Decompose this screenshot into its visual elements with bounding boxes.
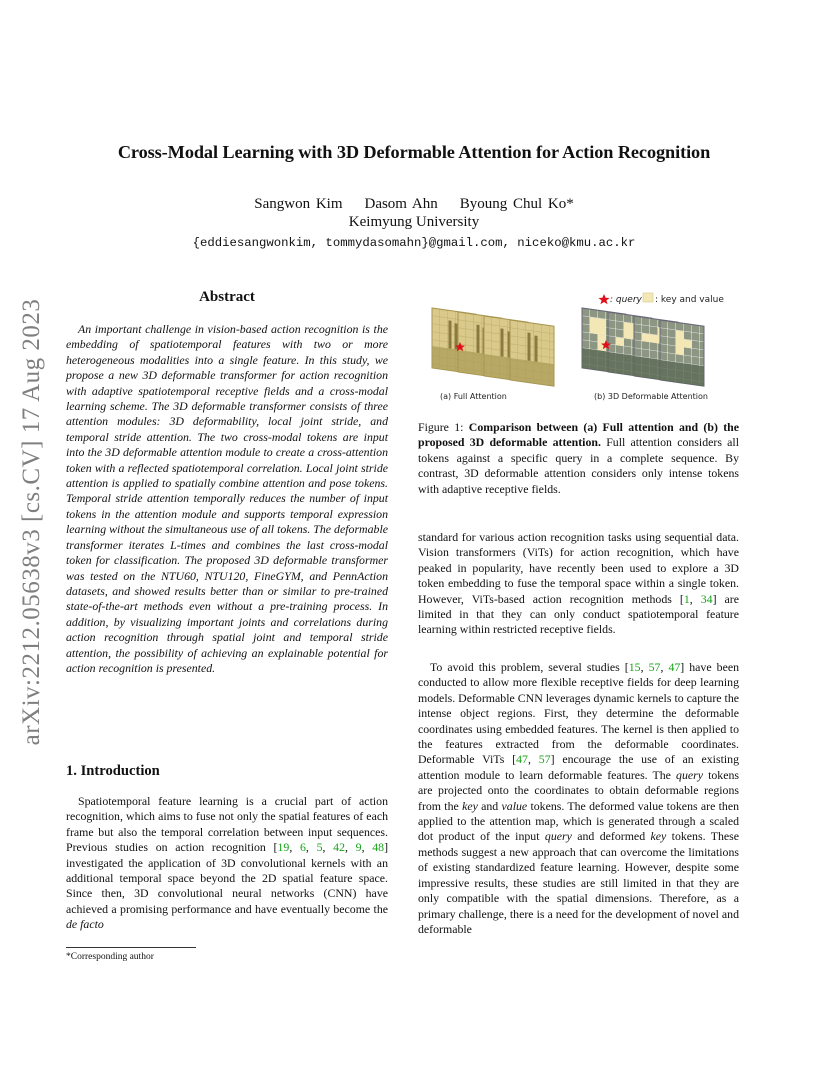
text-run: ] have been conducted to allow more flexible receptive fields for deep learning models. Deformable CNN leverages dynamic kernels to capture the intense object regions. First, they determine the deformable coordinates using embedded features. The kernel is then applied to the features extracted from the deformable coordinates. Deformable ViTs [ <box>418 660 739 767</box>
author-emails: {eddiesangwonkim, tommydasomahn}@gmail.com, niceko@kmu.ac.kr <box>192 236 636 250</box>
citation-link[interactable]: 15 <box>628 660 641 674</box>
text-run: tokens. The deformed value tokens are then applied to the attention map, which is generated through a scaled dot product of the input <box>418 798 740 844</box>
emphasis: query <box>676 767 703 782</box>
footnote-rule <box>66 947 196 948</box>
text-run: standard for various action recognition tasks using sequential data. Vision transformers (ViTs) for action recognition, which have peaked in popularity, have recently been used to explore a 3D token embedding to fuse the temporal space within a single token. However, ViTs-based action recognition methods [ <box>418 530 739 606</box>
caption-prefix: Figure 1: <box>418 420 469 434</box>
citation-link[interactable]: 42 <box>333 840 345 855</box>
author-name: Dasom Ahn <box>364 196 438 212</box>
text-run: tokens are projected onto the coordinates to obtain deformable regions from the <box>418 767 739 813</box>
citation-link[interactable]: 34 <box>700 591 713 606</box>
citation-link[interactable]: 57 <box>648 660 661 674</box>
citation-link[interactable]: 48 <box>372 840 385 855</box>
citation-link[interactable]: 1 <box>683 591 690 606</box>
emphasis: key <box>650 829 667 844</box>
caption-text: Full attention considers all tokens against a specific query in a complete sequence. By contrast, 3D deformable attention considers only intense tokens with adaptive receptive fields. <box>418 435 739 496</box>
citation-link[interactable]: 6 <box>299 840 306 855</box>
author-name: Byoung Chul Ko* <box>459 196 574 212</box>
emphasis: value <box>501 798 528 813</box>
text-run: To avoid this problem, several studies [ <box>430 660 629 674</box>
emphasis: de facto <box>66 917 104 932</box>
figure-1-caption <box>418 420 739 497</box>
paper-title: Cross-Modal Learning with 3D Deformable Attention for Action Recognition <box>117 142 711 162</box>
key-value-token-icon <box>643 293 653 302</box>
text-run: and deformed <box>571 829 651 844</box>
figure-1 <box>418 290 739 402</box>
text-run: tokens. These methods suggest a new approach that can overcome the limitations of existing standardized feature learning. However, despite some impressive results, these studies are still limited in that they are only compatible with the spatial dimensions. Therefore, as a primary challenge, there is a need for the development of novel and deformable <box>418 829 739 936</box>
citation-link[interactable]: 5 <box>316 840 323 855</box>
caption-bold: Comparison between (a) Full attention and (b) the proposed 3D deformable attention. <box>418 420 740 450</box>
right-paragraph-1: standard for various action recognition tasks using sequential data. Vision transformers (ViTs) for action recognition, which have peaked in popularity, have recently been used to explore a 3D token embedding to fuse the temporal space within a single token. However, ViTs-based action recognition methods [1, 34] are limited in that they can only conduct spatiotemporal feature learning within restricted receptive fields. <box>418 530 739 637</box>
text-run: ] investigated the application of 3D convolutional kernels with an additional temporal space beyond the 2D spatial feature space. Since then, 3D convolutional neural networks (CNN) have achieved a promising performance and have eventually become the <box>66 840 389 916</box>
emphasis: query <box>544 829 572 844</box>
query-star-icon <box>598 294 609 304</box>
citation-link[interactable]: 9 <box>355 840 362 855</box>
affiliation: Keimyung University <box>348 214 480 230</box>
legend-query: : query <box>610 295 642 305</box>
emphasis: key <box>462 798 478 813</box>
footnote: *Corresponding author <box>66 952 154 962</box>
author-name: Sangwon Kim <box>254 196 343 212</box>
citation-link[interactable]: 47 <box>668 660 681 674</box>
introduction-heading: 1. Introduction <box>66 763 160 779</box>
citation-link[interactable]: 57 <box>538 752 551 767</box>
intro-paragraph: Spatiotemporal feature learning is a crucial part of action recognition, which aims to fuse not only the spatial features of each frame but also the temporal correlation between input sequences. Previous studies on action recognition [19, 6, 5, 42, 9, 48] investigated the application of 3D convolutional kernels with an additional temporal space beyond the 2D spatial feature space. Since then, 3D convolutional neural networks (CNN) have achieved a promising performance and have eventually become the de facto <box>66 794 389 932</box>
figure-1-illustration <box>418 290 739 402</box>
figure-label-b: (b) 3D Deformable Attention <box>594 392 708 401</box>
author-list <box>0 196 828 213</box>
deformable-attention-frames <box>582 308 704 386</box>
full-attention-frames <box>432 308 554 386</box>
text-run: and <box>477 798 502 813</box>
text-run: ] are limited in that they can only conduct spatiotemporal feature learning within restricted receptive fields. <box>418 591 739 637</box>
citation-link[interactable]: 47 <box>516 752 528 767</box>
abstract-heading: Abstract <box>199 289 255 305</box>
right-paragraph-2: To avoid this problem, several studies [15, 57, 47] have been conducted to allow more flexible receptive fields for deep learning models. Deformable CNN leverages dynamic kernels to capture the intense object regions. First, they determine the deformable coordinates using embedded features. The kernel is then applied to the features extracted from the deformable coordinates. Deformable ViTs [47, 57] encourage the use of an existing attention module to learn deformable features. The query tokens are projected onto the coordinates to obtain deformable regions from the key and value tokens. The deformed value tokens are then applied to the attention map, which is generated through a scaled dot product of the input query and deformed key tokens. These methods suggest a new approach that can overcome the limitations of existing standardized feature learning. However, despite some impressive results, these studies are still limited in that they are only compatible with the spatial dimensions. Therefore, as a primary challenge, there is a need for the development of novel and deformable <box>418 660 740 936</box>
abstract-text: An important challenge in vision-based action recognition is the embedding of spatiotemporal features with two or more heterogeneous modalities into a single feature. In this study, we propose a new 3D deformable transformer for action recognition with adaptive spatiotemporal receptive fields and a cross-modal learning scheme. The 3D deformable transformer consists of three attention modules: 3D deformability, local joint stride, and temporal stride attention. The two cross-modal tokens are input into the 3D deformable attention module to create a cross-attention token with a reflected spatiotemporal correlation. Local joint stride attention is applied to spatially combine attention and pose tokens. Temporal stride attention temporally reduces the number of input tokens in the attention module and supports temporal expression learning without the simultaneous use of all tokens. The deformable transformer iterates L-times and combines the last cross-modal token for classification. The proposed 3D deformable transformer was tested on the NTU60, NTU120, FineGYM, and PennAction datasets, and showed results better than or similar to pre-trained state-of-the-art methods even without a pre-training process. In addition, by visualizing important joints and correlations during action recognition through spatial joint and temporal stride attention, the possibility of achieving an explainable potential for action recognition is presented. <box>66 322 388 675</box>
text-run: ] encourage the use of an existing attention module to learn deformable features. The <box>418 752 739 782</box>
legend-key-value: : key and value <box>655 295 724 305</box>
citation-link[interactable]: 19 <box>277 840 290 855</box>
arxiv-identifier: arXiv:2212.05638v3 [cs.CV] 17 Aug 2023 <box>18 298 45 746</box>
text-run: Spatiotemporal feature learning is a crucial part of action recognition, which aims to fuse not only the spatial features of each frame but also the temporal correlation between input sequences. Previous studies on action recognition [ <box>66 794 388 855</box>
figure-label-a: (a) Full Attention <box>440 392 507 401</box>
